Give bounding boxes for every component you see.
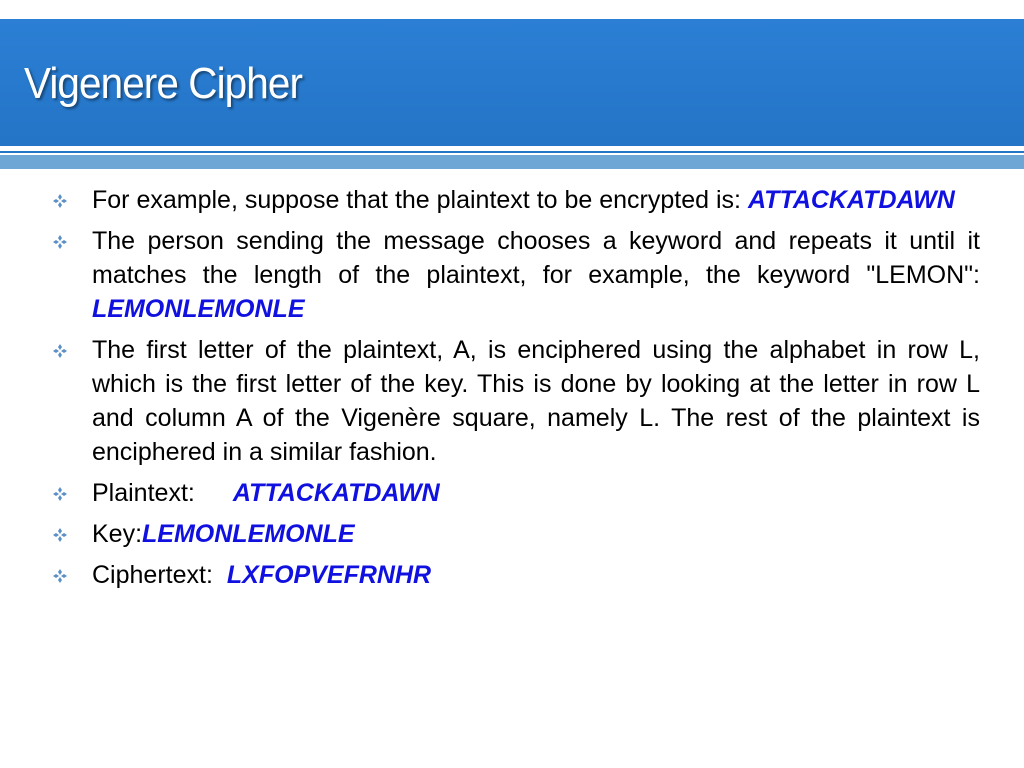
bullet-item-plaintext: [52, 476, 980, 510]
bullet-text: The first letter of the plaintext, A, is enciphered using the alphabet in row L, which is the first letter of the key. This is done by looking at the letter in row L and column A of the Vigenère square, namely L. The rest of the plaintext is enciphered in a similar fashion.: [92, 336, 980, 466]
four-diamond-bullet-icon: [52, 193, 68, 209]
four-diamond-bullet-icon: [52, 527, 68, 543]
four-diamond-bullet-icon: [52, 486, 68, 502]
key-label: Key:: [92, 520, 143, 548]
repeated-keyword-value: LEMONLEMONLE: [92, 295, 305, 323]
four-diamond-bullet-icon: [52, 234, 68, 250]
slide-title: Vigenere Cipher: [24, 59, 303, 108]
four-diamond-bullet-icon: [52, 568, 68, 584]
bullet-item-keyword: [52, 224, 980, 326]
bullet-item-example: [52, 183, 980, 217]
ciphertext-label: Ciphertext:: [92, 561, 213, 589]
bullet-item-ciphertext: [52, 558, 980, 592]
bullet-item-key: [52, 517, 980, 551]
four-diamond-bullet-icon: [52, 343, 68, 359]
plaintext-label: Plaintext:: [92, 479, 195, 507]
title-bar: [0, 19, 1024, 146]
bullet-text: The person sending the message chooses a keyword and repeats it until it matches the length of the plaintext, for example, the keyword "LEMON":: [92, 227, 980, 289]
ciphertext-value: LXFOPVEFRNHR: [226, 561, 432, 589]
plaintext-example-value: ATTACKATDAWN: [747, 186, 955, 214]
bullet-list: [52, 183, 980, 599]
bullet-item-first-letter: [52, 333, 980, 469]
key-value: LEMONLEMONLE: [142, 520, 355, 548]
bullet-text: For example, suppose that the plaintext to be encrypted is:: [92, 186, 748, 214]
title-divider-strip: [0, 155, 1024, 169]
plaintext-value: ATTACKATDAWN: [232, 479, 440, 507]
title-divider-line: [0, 151, 1024, 153]
